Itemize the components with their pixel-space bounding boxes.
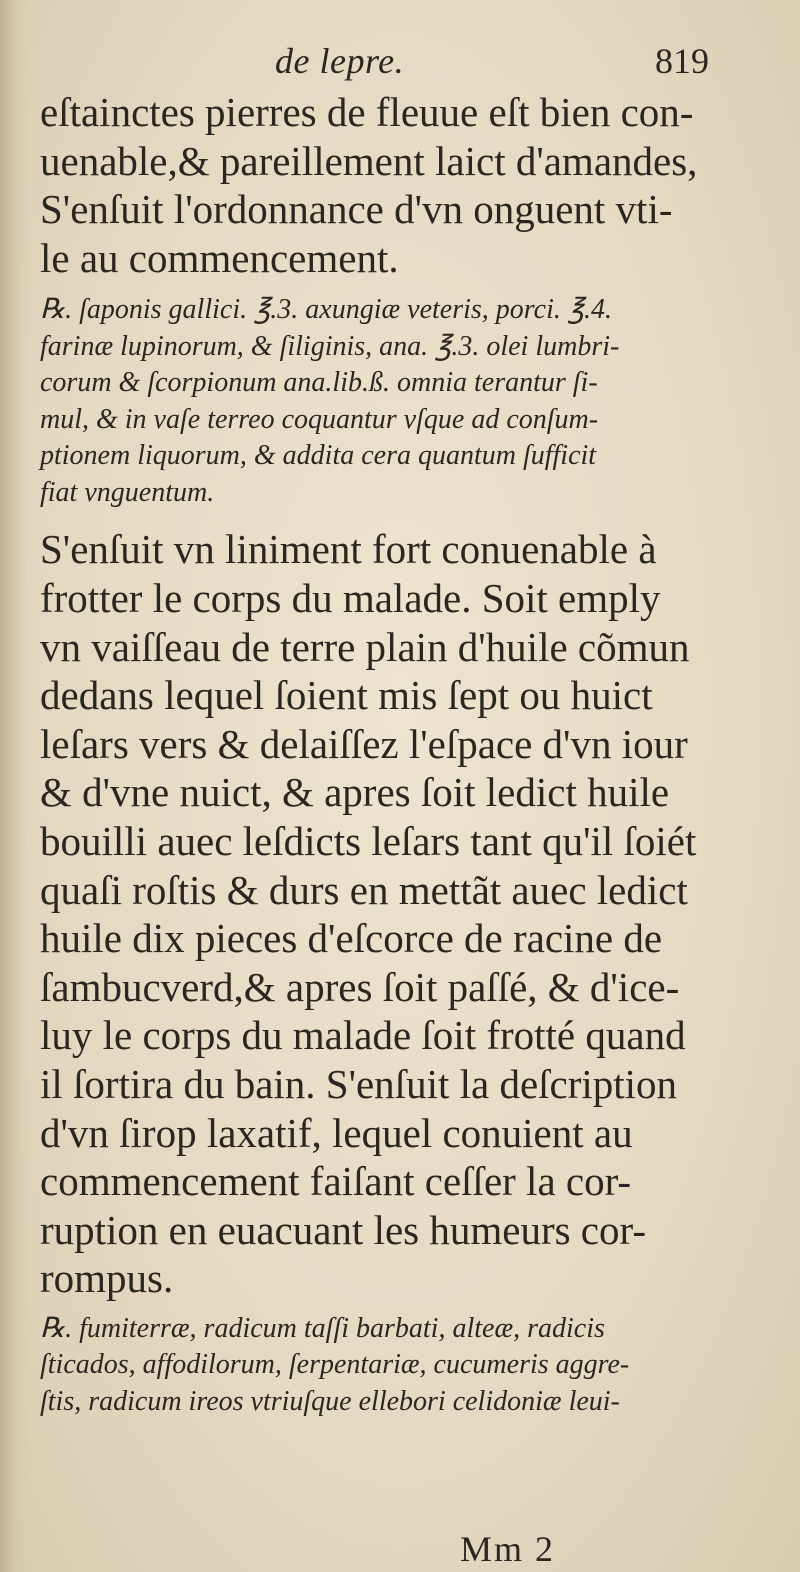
- text-line: quaſi roſtis & durs en mettãt auec ledict: [40, 866, 688, 913]
- recipe-line: ℞. ſaponis gallici. ℥.3. axungiæ veteris, porci. ℥.4.: [40, 294, 613, 326]
- recipe-1: [40, 292, 780, 511]
- text-line: eſtainctes pierres de fleuue eſt bien con-: [40, 89, 694, 135]
- text-line: leſars vers & delaiſſez l'eſpace d'vn iour: [40, 720, 688, 767]
- text-line: il ſortira du bain. S'enſuit la deſcription: [40, 1060, 678, 1107]
- recipe-line: ℞. fumiterræ, radicum taſſi barbati, alteæ, radicis: [40, 1312, 605, 1344]
- recipe-line: corum & ſcorpionum ana.lib.ß. omnia terantur ſi-: [40, 367, 598, 399]
- text-line: & d'vne nuict, & apres ſoit ledict huile: [40, 769, 670, 816]
- recipe-2: [40, 1311, 780, 1421]
- text-line: luy le corps du malade ſoit frotté quand: [40, 1012, 686, 1059]
- page-number: 819: [655, 41, 709, 81]
- paragraph-1: [40, 88, 780, 282]
- text-line: S'enſuit vn liniment fort conuenable à: [40, 526, 657, 573]
- text-line: le au commencement.: [40, 234, 399, 281]
- text-line: ſambucverd,& apres ſoit paſſé, & d'ice-: [40, 963, 680, 1010]
- recipe-line: ptionem liquorum, & addita cera quantum ſufficit: [40, 440, 597, 472]
- text-line: ruption en euacuant les humeurs cor-: [40, 1206, 646, 1253]
- text-line: S'enſuit l'ordonnance d'vn onguent vti-: [40, 186, 673, 233]
- running-head: de lepre.: [275, 41, 405, 81]
- text-line: huile dix pieces d'eſcorce de racine de: [40, 915, 663, 962]
- recipe-line: ſticados, affodilorum, ſerpentariæ, cucumeris aggre-: [40, 1349, 630, 1381]
- text-line: rompus.: [40, 1255, 174, 1302]
- page-header: [0, 40, 800, 90]
- recipe-line: ſtis, radicum ireos vtriuſque ellebori celidoniæ leui-: [40, 1385, 620, 1417]
- text-line: commencement faiſant ceſſer la cor-: [40, 1158, 632, 1205]
- signature-mark: Mm 2: [460, 1529, 556, 1569]
- paragraph-2: [40, 525, 780, 1303]
- text-line: vn vaiſſeau de terre plain d'huile cõmun: [40, 623, 690, 670]
- body-text: [40, 88, 780, 1420]
- text-line: dedans lequel ſoient mis ſept ou huict: [40, 672, 653, 719]
- recipe-line: farinæ lupinorum, & ſiliginis, ana. ℥.3. olei lumbri-: [40, 330, 620, 362]
- text-line: uenable,& pareillement laict d'amandes,: [40, 137, 698, 184]
- recipe-line: mul, & in vaſe terreo coquantur vſque ad conſum-: [40, 403, 599, 435]
- text-line: frotter le corps du malade. Soit emply: [40, 574, 661, 621]
- recipe-line: fiat vnguentum.: [40, 476, 215, 508]
- page-gutter: [0, 0, 28, 1572]
- text-line: bouilli auec leſdicts leſars tant qu'il ſoiét: [40, 817, 697, 864]
- text-line: d'vn ſirop laxatif, lequel conuient au: [40, 1109, 633, 1156]
